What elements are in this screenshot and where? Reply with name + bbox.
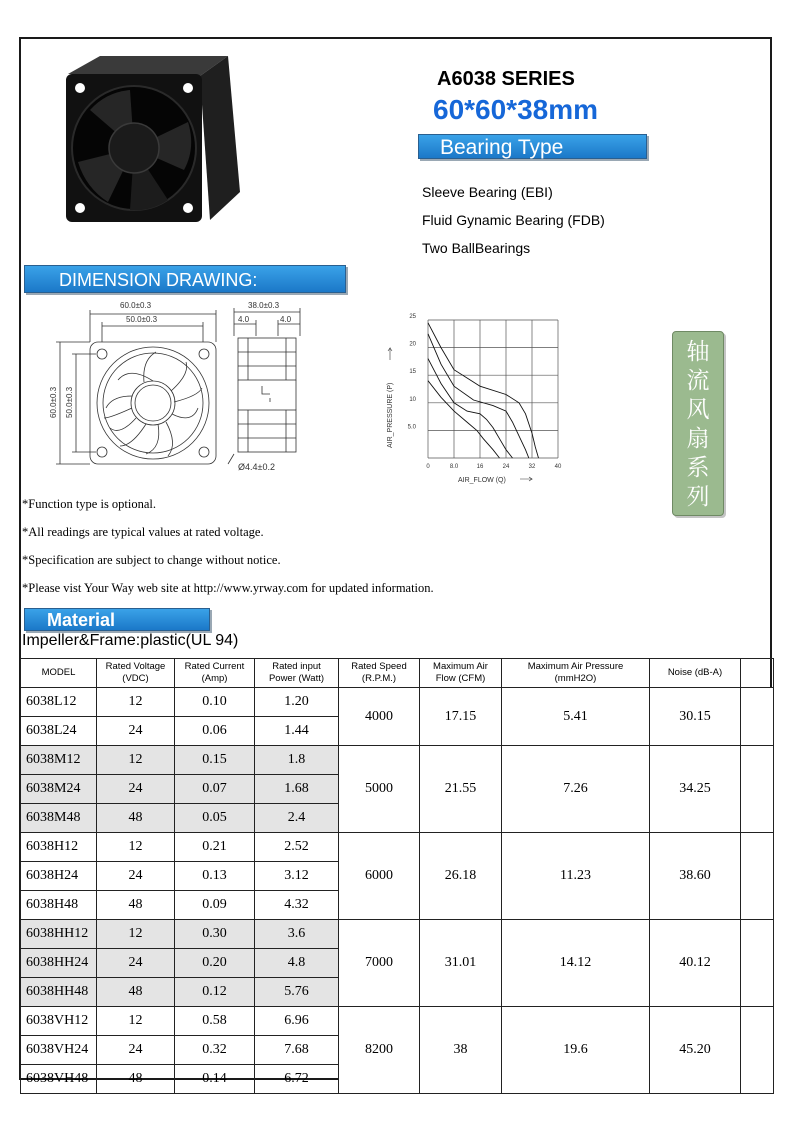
- cell-current: 0.10: [175, 688, 255, 717]
- cell-pressure: 5.41: [502, 688, 650, 746]
- series-side-label-text: 轴 流 风 扇 系 列: [686, 339, 710, 510]
- cell-voltage: 24: [97, 775, 175, 804]
- cell-model: 6038VH24: [21, 1036, 97, 1065]
- x-tick-label: 16: [476, 464, 484, 470]
- cell-power: 3.6: [255, 920, 339, 949]
- table-row: [21, 833, 774, 862]
- note-line: *Please vist Your Way web site at http://www.yrway.com for updated information.: [22, 581, 434, 595]
- cell-voltage: 48: [97, 1065, 175, 1094]
- cell-current: 0.20: [175, 949, 255, 978]
- cell-flow: 21.55: [420, 746, 502, 833]
- cell-model: 6038VH12: [21, 1007, 97, 1036]
- col-header-noise: Noise (dB-A): [650, 659, 741, 688]
- cell-speed: 8200: [339, 1007, 420, 1094]
- cell-voltage: 12: [97, 1007, 175, 1036]
- x-tick-label: 40: [554, 464, 562, 470]
- cell-voltage: 24: [97, 862, 175, 891]
- cell-model: 6038M12: [21, 746, 97, 775]
- cell-blank: [741, 1007, 774, 1094]
- cell-voltage: 48: [97, 804, 175, 833]
- cell-voltage: 48: [97, 891, 175, 920]
- cell-voltage: 12: [97, 920, 175, 949]
- cell-model: 6038HH12: [21, 920, 97, 949]
- y-tick-label: 20: [409, 341, 416, 348]
- cell-voltage: 48: [97, 978, 175, 1007]
- cell-voltage: 24: [97, 1036, 175, 1065]
- cell-pressure: 19.6: [502, 1007, 650, 1094]
- cell-current: 0.12: [175, 978, 255, 1007]
- cell-model: 6038H12: [21, 833, 97, 862]
- cell-model: 6038M24: [21, 775, 97, 804]
- y-axis-arrow: [388, 348, 392, 360]
- col-header-current: Rated Current (Amp): [175, 659, 255, 688]
- cell-power: 2.4: [255, 804, 339, 833]
- cell-power: 3.12: [255, 862, 339, 891]
- dim-front-side-inner: 50.0±0.3: [65, 386, 74, 418]
- spec-table: [20, 658, 774, 1094]
- cell-noise: 38.60: [650, 833, 741, 920]
- table-row: [21, 688, 774, 717]
- col-header-speed: Rated Speed (R.P.M.): [339, 659, 420, 688]
- cell-model: 6038HH48: [21, 978, 97, 1007]
- cell-current: 0.09: [175, 891, 255, 920]
- series-side-label: [672, 331, 724, 516]
- series-line-4: [428, 323, 539, 458]
- cell-current: 0.14: [175, 1065, 255, 1094]
- cell-blank: [741, 833, 774, 920]
- cell-power: 7.68: [255, 1036, 339, 1065]
- cell-power: 5.76: [255, 978, 339, 1007]
- cell-noise: 45.20: [650, 1007, 741, 1094]
- dim-front-inner: 50.0±0.3: [126, 315, 158, 324]
- cell-power: 6.96: [255, 1007, 339, 1036]
- cell-model: 6038L12: [21, 688, 97, 717]
- cell-power: 1.68: [255, 775, 339, 804]
- cell-model: 6038H48: [21, 891, 97, 920]
- bearing-item: Sleeve Bearing (EBI): [422, 184, 553, 200]
- x-tick-label: 0: [426, 464, 430, 470]
- cell-voltage: 24: [97, 717, 175, 746]
- cell-flow: 31.01: [420, 920, 502, 1007]
- cell-speed: 5000: [339, 746, 420, 833]
- y-tick-label: 25: [409, 314, 416, 320]
- note-line: *All readings are typical values at rated voltage.: [22, 525, 264, 539]
- y-tick-label: 10: [409, 396, 416, 403]
- x-axis-label: AIR_FLOW (Q): [458, 477, 506, 484]
- col-header-power: Rated input Power (Watt): [255, 659, 339, 688]
- col-header-voltage: Rated Voltage (VDC): [97, 659, 175, 688]
- cell-noise: 30.15: [650, 688, 741, 746]
- series-line-3: [428, 334, 529, 458]
- table-row: [21, 920, 774, 949]
- cell-current: 0.15: [175, 746, 255, 775]
- dimension-drawing-banner: DIMENSION DRAWING:: [24, 265, 346, 293]
- cell-pressure: 7.26: [502, 746, 650, 833]
- side-view-drawing: [224, 300, 324, 476]
- cell-current: 0.30: [175, 920, 255, 949]
- cell-power: 6.72: [255, 1065, 339, 1094]
- series-title: A6038 SERIES: [437, 68, 575, 90]
- material-text: Impeller&Frame:plastic(UL 94): [22, 632, 239, 649]
- cell-blank: [741, 746, 774, 833]
- cell-voltage: 24: [97, 949, 175, 978]
- dim-front-side-outer: 60.0±0.3: [49, 386, 58, 418]
- cell-noise: 40.12: [650, 920, 741, 1007]
- x-axis-arrow: [520, 477, 532, 481]
- cell-power: 1.8: [255, 746, 339, 775]
- cell-flow: 17.15: [420, 688, 502, 746]
- cell-speed: 4000: [339, 688, 420, 746]
- x-tick-label: 24: [502, 464, 510, 470]
- table-row: [21, 1007, 774, 1036]
- cell-current: 0.21: [175, 833, 255, 862]
- cell-voltage: 12: [97, 746, 175, 775]
- bearing-item: Fluid Gynamic Bearing (FDB): [422, 212, 605, 228]
- dim-side-hole: Ø4.4±0.2: [238, 462, 275, 472]
- dim-side-rib-left: 4.0: [238, 315, 250, 324]
- x-tick-label: 32: [528, 464, 536, 470]
- cell-flow: 38: [420, 1007, 502, 1094]
- cell-power: 2.52: [255, 833, 339, 862]
- cell-blank: [741, 688, 774, 746]
- table-row: [21, 746, 774, 775]
- cell-model: 6038HH24: [21, 949, 97, 978]
- performance-chart: [380, 306, 580, 486]
- cell-power: 1.44: [255, 717, 339, 746]
- bearing-item: Two BallBearings: [422, 240, 531, 256]
- y-tick-label: 15: [409, 369, 416, 376]
- cell-power: 4.32: [255, 891, 339, 920]
- x-tick-label: 8.0: [449, 464, 459, 470]
- cell-current: 0.06: [175, 717, 255, 746]
- cell-pressure: 14.12: [502, 920, 650, 1007]
- cell-blank: [741, 920, 774, 1007]
- cell-flow: 26.18: [420, 833, 502, 920]
- front-view-drawing: [40, 296, 220, 476]
- dim-side-depth: 38.0±0.3: [248, 301, 280, 310]
- cell-power: 4.8: [255, 949, 339, 978]
- col-header-pressure: Maximum Air Pressure (mmH2O): [502, 659, 650, 688]
- spec-header-row: [21, 659, 774, 688]
- note-line: *Function type is optional.: [22, 497, 157, 511]
- size-title: 60*60*38mm: [433, 94, 599, 125]
- col-header-blank: [741, 659, 774, 688]
- cell-current: 0.13: [175, 862, 255, 891]
- note-line: *Specification are subject to change without notice.: [22, 553, 281, 567]
- dim-front-outer: 60.0±0.3: [120, 301, 152, 310]
- cell-model: 6038VH48: [21, 1065, 97, 1094]
- cell-power: 1.20: [255, 688, 339, 717]
- cell-speed: 6000: [339, 833, 420, 920]
- cell-voltage: 12: [97, 688, 175, 717]
- cell-current: 0.05: [175, 804, 255, 833]
- cell-noise: 34.25: [650, 746, 741, 833]
- y-axis-label: AIR_PRESSURE (P): [387, 382, 394, 448]
- series-line-1: [428, 381, 500, 458]
- col-header-model: MODEL: [21, 659, 97, 688]
- y-tick-label: 5.0: [407, 424, 416, 431]
- cell-current: 0.32: [175, 1036, 255, 1065]
- cell-model: 6038H24: [21, 862, 97, 891]
- cell-pressure: 11.23: [502, 833, 650, 920]
- cell-voltage: 12: [97, 833, 175, 862]
- fan-product-image: [60, 52, 250, 232]
- cell-current: 0.58: [175, 1007, 255, 1036]
- material-banner: Material: [24, 608, 210, 631]
- cell-model: 6038L24: [21, 717, 97, 746]
- col-header-flow: Maximum Air Flow (CFM): [420, 659, 502, 688]
- dim-side-rib-right: 4.0: [280, 315, 292, 324]
- cell-model: 6038M48: [21, 804, 97, 833]
- bearing-type-banner: Bearing Type: [418, 134, 647, 159]
- cell-speed: 7000: [339, 920, 420, 1007]
- cell-current: 0.07: [175, 775, 255, 804]
